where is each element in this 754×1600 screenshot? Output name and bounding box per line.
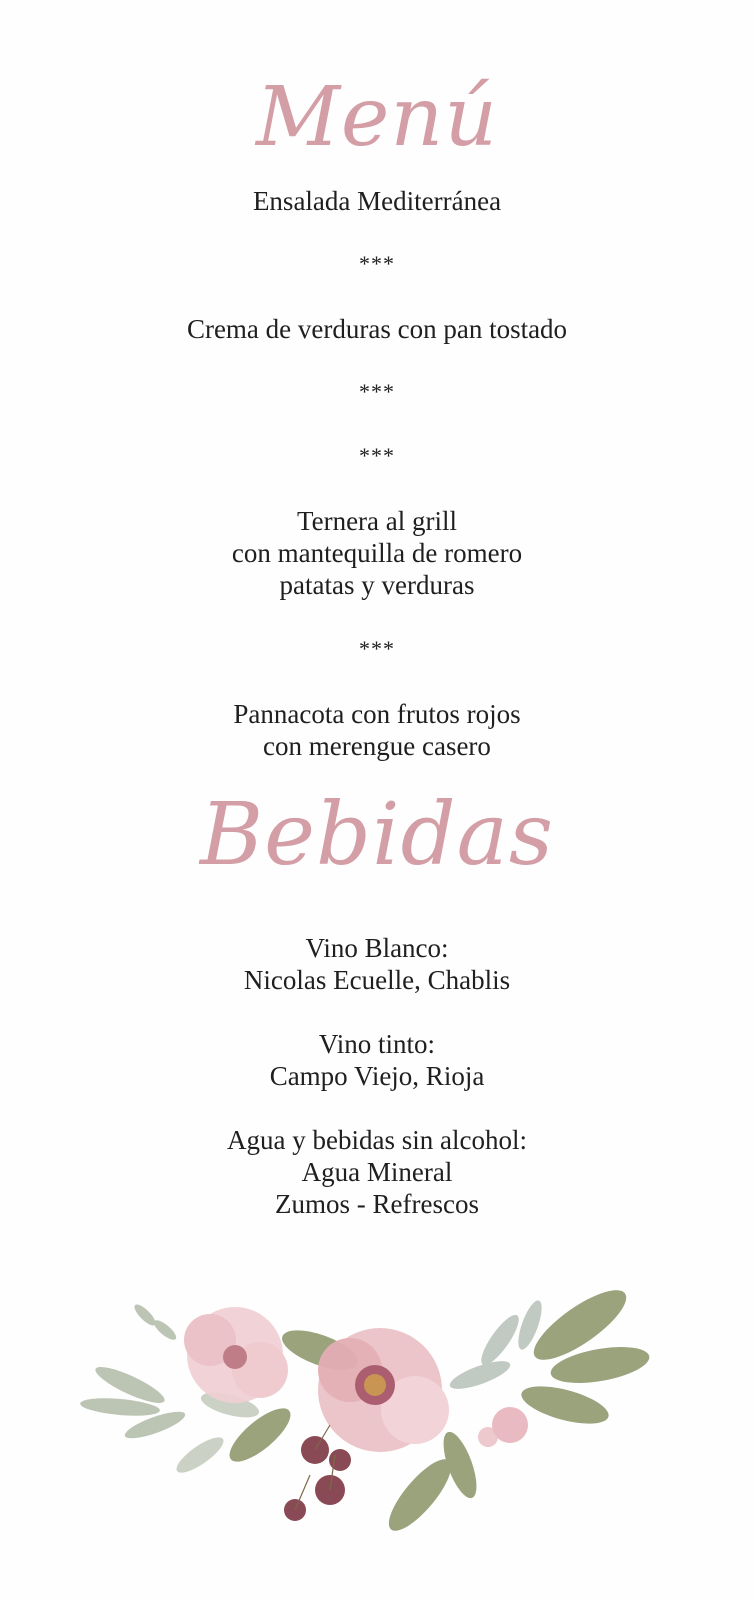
- separator: ***: [359, 443, 395, 468]
- separator: ***: [359, 379, 395, 404]
- dish-ternera-line2: con mantequilla de romero: [231, 538, 523, 568]
- dish-ternera-line3: patatas y verduras: [279, 570, 475, 600]
- red-wine-value: Campo Viejo, Rioja: [269, 1061, 485, 1091]
- watercolor-floral-icon: [70, 1285, 670, 1565]
- dessert-line2: con merengue casero: [263, 731, 491, 761]
- separator: ***: [359, 251, 395, 276]
- dessert-line1: Pannacota con frutos rojos: [233, 699, 521, 729]
- soft-drinks-label: Agua y bebidas sin alcohol:: [227, 1125, 527, 1155]
- dish-ensalada: Ensalada Mediterránea: [252, 186, 502, 216]
- red-wine-label: Vino tinto:: [318, 1029, 436, 1059]
- soft-drinks-juices: Zumos - Refrescos: [275, 1189, 479, 1219]
- white-wine-value: Nicolas Ecuelle, Chablis: [243, 965, 511, 995]
- white-wine-label: Vino Blanco:: [305, 933, 449, 963]
- dish-crema: Crema de verduras con pan tostado: [186, 314, 568, 344]
- soft-drinks-water: Agua Mineral: [301, 1157, 453, 1187]
- separator: ***: [359, 636, 395, 661]
- menu-title: Menú: [255, 70, 499, 165]
- drinks-title: Bebidas: [199, 785, 555, 885]
- dish-ternera-line1: Ternera al grill: [296, 506, 458, 536]
